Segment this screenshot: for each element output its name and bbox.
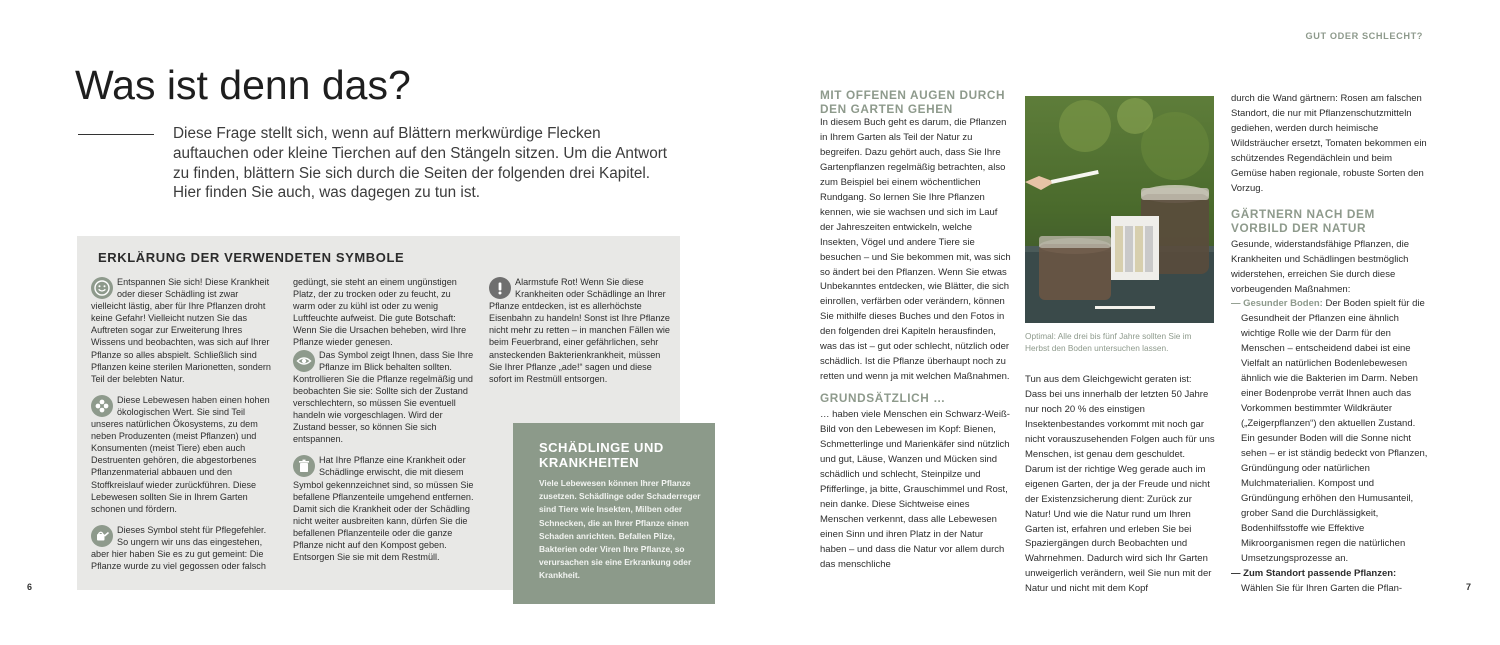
symbol-entry-ecological [91, 394, 274, 515]
symbol-text-ecological: Diese Lebewesen haben einen hohen ökologischen Wert. Sie sind Teil unseres natürlichen Ökosystems, zu dem neben Produzenten (meist Pflanzen) und Konsumenten (meist Tiere) eben auch Destruenten gehören, die abgestorbenes Pflanzenmaterial abbauen und den Stoffkreislauf wieder zurückführen. Diese Lebewesen sollten Sie in Ihrem Garten schonen und fördern. [91, 394, 270, 514]
flower-icon [91, 395, 113, 417]
section-heading-nature-model: GÄRTNERN NACH DEM VORBILD DER NATUR [1231, 206, 1375, 235]
intro-rule [78, 134, 154, 135]
symbol-text-observe: Das Symbol zeigt Ihnen, dass Sie Ihre Pflanze im Blick behalten sollten. Kontrollieren Sie die Pflanze regelmäßig und beobachten Sie sie: Sollte sich der Zustand verschlechtern, so müssen Sie eventuell handeln wie vorgeschlagen. Wird der Zustand besser, so können Sie sich entspannen. [293, 349, 474, 445]
symbol-column-3 [489, 276, 672, 394]
watering-can-icon [91, 525, 113, 547]
symbol-entry-alarm [489, 276, 672, 385]
section-heading-open-eyes: MIT OFFENEN AUGEN DURCH DEN GARTEN GEHEN [820, 88, 1006, 116]
bullet-healthy-soil-text: Der Boden spielt für die Gesundheit der Pflanzen eine ähnlich wichtige Rolle wie der Darm für den Menschen – entscheidend dabei ist eine Vielfalt an natürlichen Bodenlebewesen ähnlich wie die Bakterien im Darm. Neben einer Bodenprobe verrät Ihnen auch das Vorkommen bestimmter Wildkräuter („Zeigerpflanzen“) den aktuellen Zustand. Ein gesunder Boden will die Sonne nicht sehen – er ist ständig bedeckt von Pflanzen, Gründüngung oder natürlichen Mulchmaterialien. Kompost und Gründüngung erhöhen den Humusanteil, grober Sand die Durchlässigkeit, Bodenhilfsstoffe wie Effektive Mikroorganismen regen die natürlichen Umsetzungsprozesse an. [1241, 298, 1428, 564]
bullet-suitable-plants-text: Wählen Sie für Ihren Garten die Pflan- [1241, 582, 1403, 594]
right-page [750, 0, 1500, 645]
symbol-text-care-error-continued: gedüngt, sie steht an einem ungünstigen Platz, der zu trocken oder zu feucht, zu warm oder zu kühl ist oder zu wenig Luftfeuchte aufweist. Die gute Botschaft: Wenn Sie die Ursachen beheben, wird Ihre Pflanze wieder genesen. [293, 277, 467, 348]
page-number-right: 7 [1466, 582, 1472, 592]
section-heading-basically: GRUNDSÄTZLICH … [820, 391, 946, 406]
bullet-suitable-plants [1231, 567, 1429, 597]
pests-diseases-title: SCHÄDLINGE UND KRANKHEITEN [539, 440, 664, 470]
symbol-entry-care-error [91, 524, 274, 572]
pests-diseases-box [513, 423, 715, 604]
symbol-legend-title: ERKLÄRUNG DER VERWENDETEN SYMBOLE [98, 250, 405, 265]
pests-diseases-text: Viele Lebewesen können Ihrer Pflanze zusetzen. Schädlinge oder Schaderreger sind Tiere wie Insekten, Milben oder Schnecken, die an Ihrer Pflanze einen Schaden anrichten. Befallen Pilze, Bakterien oder Viren Ihre Pflanze, so verursachen sie eine Erkrankung oder Krankheit. [539, 478, 701, 581]
bullet-suitable-plants-label: — Zum Standort passende Pflanzen: [1231, 567, 1397, 579]
symbol-entry-remove [293, 454, 475, 563]
exclamation-icon [489, 277, 511, 299]
bullet-healthy-soil [1231, 297, 1429, 566]
paragraph-open-eyes: In diesem Buch geht es darum, die Pflanzen in Ihrem Garten als Teil der Natur zu begreifen. Dazu gehört auch, dass Sie Ihre Gartenpflanzen regelmäßig betrachten, also zum Beispiel bei einem wöchentlichen Rundgang. So lernen Sie Ihre Pflanzen kennen, wie sie wachsen und sich im Lauf der Jahreszeiten entwickeln, welche Insekten, Vögel und andere Tiere sie besuchen – und Sie bekommen mit, was sich so ändert bei den Pflanzen. Wenn Sie etwas Unbekanntes entdecken, wie Blätter, die sich einrollen, verfärben oder verändern, können Sie mithilfe dieses Buches und den Fotos in den folgenden drei Kapiteln herausfinden, was das ist – gut oder schlecht, nützlich oder schädlich. Ist die Pflanze überhaupt noch zu retten und wenn ja mit welchen Maßnahmen. [820, 117, 1011, 383]
symbol-text-relax: Entspannen Sie sich! Diese Krankheit oder dieser Schädling ist zwar vielleicht lästig, aber für Ihre Pflanzen droht keine Gefahr! Vielleicht nutzen Sie das Auftreten sogar zur Erweiterung Ihres Wissens und beobachten, was sich auf Ihrer Pflanze so alles abspielt. Schließlich sind Pflanzen keine sterilen Marionetten, sondern Teil der belebten Natur. [91, 277, 271, 384]
symbol-column-2 [293, 276, 475, 572]
paragraph-balance: Tun aus dem Gleichgewicht geraten ist: Dass bei uns innerhalb der letzten 50 Jahre nur noch 20 % des einstigen Insektenbestandes vorkommt mit noch gar nicht vorauszusehenden Folgen auch für uns Menschen, ist genau dem geschuldet. Darum ist der richtige Weg gerade auch im eigenen Garten, der ja der Freude und nicht der Existenzsicherung dient: Zurück zur Natur! Und wie die Natur rund um Ihren Garten ist, erfahren und erleben Sie bei Spaziergängen durch Beobachten und Wahrnehmen. Dadurch wird sich Ihr Garten unweigerlich verändern, weil Sie nun mit der Natur und nicht mit dem Kopf [1025, 374, 1215, 595]
paragraph-basically: … haben viele Menschen ein Schwarz-Weiß-Bild von den Lebewesen im Kopf: Bienen, Schmetterlinge und Marienkäfer sind nützlich und gut, Läuse, Wanzen und Mücken sind schädlich und schlecht, Steinpilze und Pfifferlinge, ja bitte, Grauschimmel und Rost, nein danke. Diese Sichtweise eines Menschen verkennt, dass alle Lebewesen einen Sinn und ihren Platz in der Natur haben – und dass die Natur vor allem durch das menschliche [820, 409, 1010, 570]
text-column-3 [1231, 92, 1429, 597]
symbol-entry-observe [293, 349, 475, 446]
eye-icon [293, 350, 315, 372]
running-head: GUT ODER SCHLECHT? [1305, 31, 1423, 41]
page-title: Was ist denn das? [75, 62, 411, 108]
symbol-column-1 [91, 276, 274, 581]
symbol-text-remove: Hat Ihre Pflanze eine Krankheit oder Schädlinge erwischt, die mit diesem Symbol gekennzeichnet sind, so müssen Sie befallene Pflanzenteile umgehend entfernen. Damit sich die Krankheit oder der Schädling nicht weiter ausbreiten kann, dürfen Sie die befallenen Pflanzenteile oder die ganze Pflanze nicht auf den Kompost geben. Entsorgen Sie sie mit dem Restmüll. [293, 455, 474, 563]
soil-test-photo [1025, 96, 1214, 323]
text-column-1 [820, 88, 1012, 573]
bullet-healthy-soil-label: — Gesunder Boden: [1231, 298, 1323, 310]
trash-can-icon [293, 455, 315, 477]
smiley-icon [91, 277, 113, 299]
symbol-entry-relax [91, 276, 274, 385]
text-column-2 [1025, 373, 1215, 597]
paragraph-wall-gardening: durch die Wand gärtnern: Rosen am falschen Standort, die nur mit Pflanzenschutzmitteln gediehen, werden durch heimische Wildsträucher ersetzt, Tomaten bekommen ein schützendes Regendächlein und beim Gemüse haben regionale, robuste Sorten den Vorzug. [1231, 93, 1427, 194]
photo-caption: Optimal: Alle drei bis fünf Jahre sollten Sie im Herbst den Boden untersuchen lassen. [1025, 331, 1192, 353]
page-number-left: 6 [27, 582, 33, 592]
symbol-text-alarm: Alarmstufe Rot! Wenn Sie diese Krankheiten oder Schädlinge an Ihrer Pflanze entdecken, ist es allerhöchste Eisenbahn zu handeln! Sonst ist Ihre Pflanze nicht mehr zu retten – in manchen Fällen wie beim Feuerbrand, einer gefährlichen, sehr ansteckenden Bakterienkrankheit, müssen Sie Ihrer Pflanze „ade!“ sagen und diese sofort im Restmüll entsorgen. [489, 277, 670, 384]
intro-text: Diese Frage stellt sich, wenn auf Blättern merkwürdige Flecken auftauchen oder kleine Tierchen auf den Stängeln sitzen. Um die Antwort zu finden, blättern Sie sich durch die Seiten der folgenden drei Kapitel. Hier finden Sie auch, was dagegen zu tun ist. [173, 125, 668, 202]
paragraph-measures: Gesunde, widerstandsfähige Pflanzen, die Krankheiten und Schädlingen bestmöglich widerstehen, erreichen Sie durch diese vorbeugenden Maßnahmen: [1231, 238, 1409, 295]
symbol-text-care-error: Dieses Symbol steht für Pflegefehler. So ungern wir uns das eingestehen, aber hier haben Sie es zu gut gemeint: Die Pflanze wurde zu viel gegossen oder falsch [91, 524, 267, 572]
